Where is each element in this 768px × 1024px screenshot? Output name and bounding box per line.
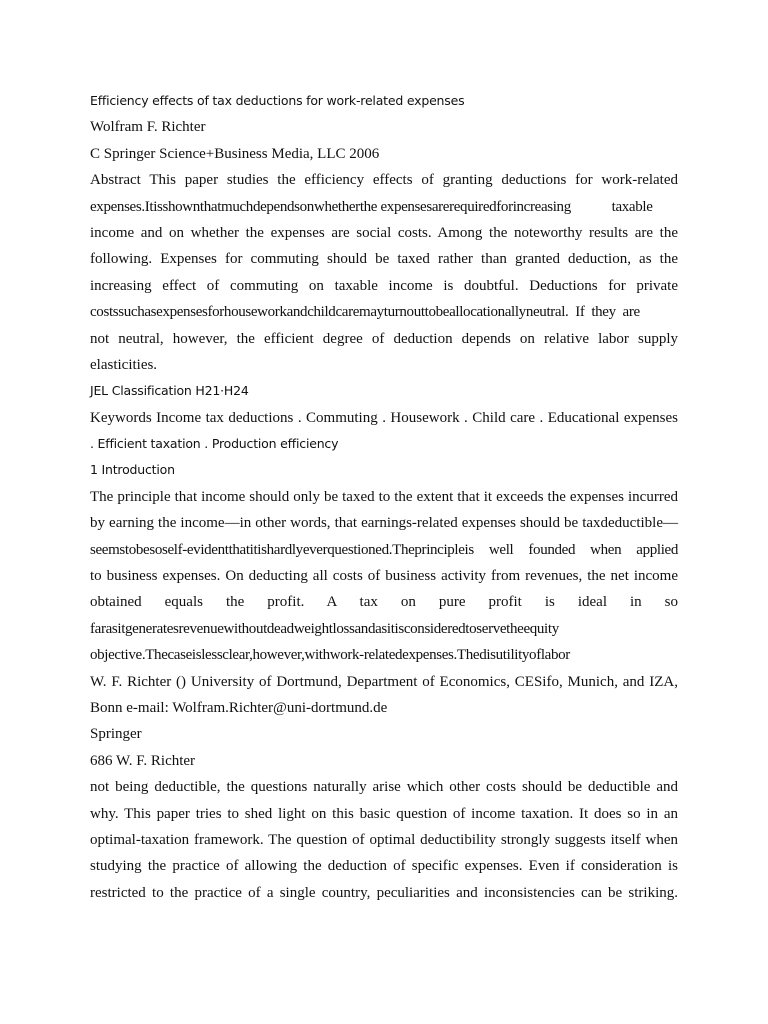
body-line: objective.Thecaseislessclear,however,withwork-relatedexpenses.Thedisutilityoflabor (90, 647, 570, 664)
body-line: farasitgeneratesrevenuewithoutdeadweightlossandasitisconsideredtoservetheequity (90, 620, 559, 637)
abstract-line: Abstract This paper studies the efficiency effects of granting deductions for work-related (90, 172, 678, 189)
body-line: why. This paper tries to shed light on this basic question of income taxation. It does so in an (90, 805, 678, 822)
page-header: 686 W. F. Richter (90, 752, 196, 769)
document-page (90, 88, 678, 906)
body-line: The principle that income should only be taxed to the extent that it exceeds the expenses incurred (90, 488, 678, 505)
paper-title: Efficiency effects of tax deductions for work-related expenses (90, 93, 465, 108)
affiliation-line: Bonn e-mail: Wolfram.Richter@uni-dortmund.de (90, 699, 388, 716)
abstract-line: costssuchasexpensesforhouseworkandchildcaremayturnouttobeallocationallyneutral. If they are (90, 304, 640, 321)
body-line: by earning the income—in other words, that earnings-related expenses should be taxdeductible— (90, 515, 678, 532)
affiliation-line: W. F. Richter () University of Dortmund, Department of Economics, CESifo, Munich, and IZA, (90, 673, 678, 690)
abstract-line: increasing effect of commuting on taxable income is doubtful. Deductions for private (90, 277, 678, 294)
keywords-line: Keywords Income tax deductions . Commuting . Housework . Child care . Educational expenses (90, 409, 678, 426)
section-heading: 1 Introduction (90, 462, 175, 478)
author-name: Wolfram F. Richter (90, 119, 206, 136)
body-line: restricted to the practice of a single country, peculiarities and inconsistencies can be striking. (90, 884, 678, 901)
abstract-line: not neutral, however, the efficient degree of deduction depends on relative labor supply (90, 330, 678, 347)
abstract-line: income and on whether the expenses are social costs. Among the noteworthy results are the (90, 224, 678, 241)
abstract-line: elasticities. (90, 356, 158, 373)
body-line: to business expenses. On deducting all costs of business activity from revenues, the net income (90, 568, 678, 585)
copyright-line: C Springer Science+Business Media, LLC 2006 (90, 145, 380, 162)
keywords-line: . Efficient taxation . Production efficiency (90, 436, 339, 452)
publisher-mark: Springer (90, 726, 142, 743)
jel-classification: JEL Classification H21·H24 (90, 383, 249, 399)
body-line: studying the practice of allowing the deduction of specific expenses. Even if consideration is (90, 858, 678, 875)
body-line: not being deductible, the questions naturally arise which other costs should be deductible and (90, 779, 678, 796)
body-line: seemstobesoself-evidentthatitishardlyeverquestioned.Theprincipleis well founded when applied (90, 541, 678, 558)
abstract-line: following. Expenses for commuting should be taxed rather than granted deduction, as the (90, 251, 678, 268)
body-line: optimal-taxation framework. The question of optimal deductibility strongly suggests itself when (90, 831, 678, 848)
body-line: obtained equals the profit. A tax on pure profit is ideal in so (90, 594, 678, 611)
abstract-line: expenses.Itisshownthatmuchdependsonwhetherthe expensesarerequiredforincreasing taxable (90, 198, 653, 215)
